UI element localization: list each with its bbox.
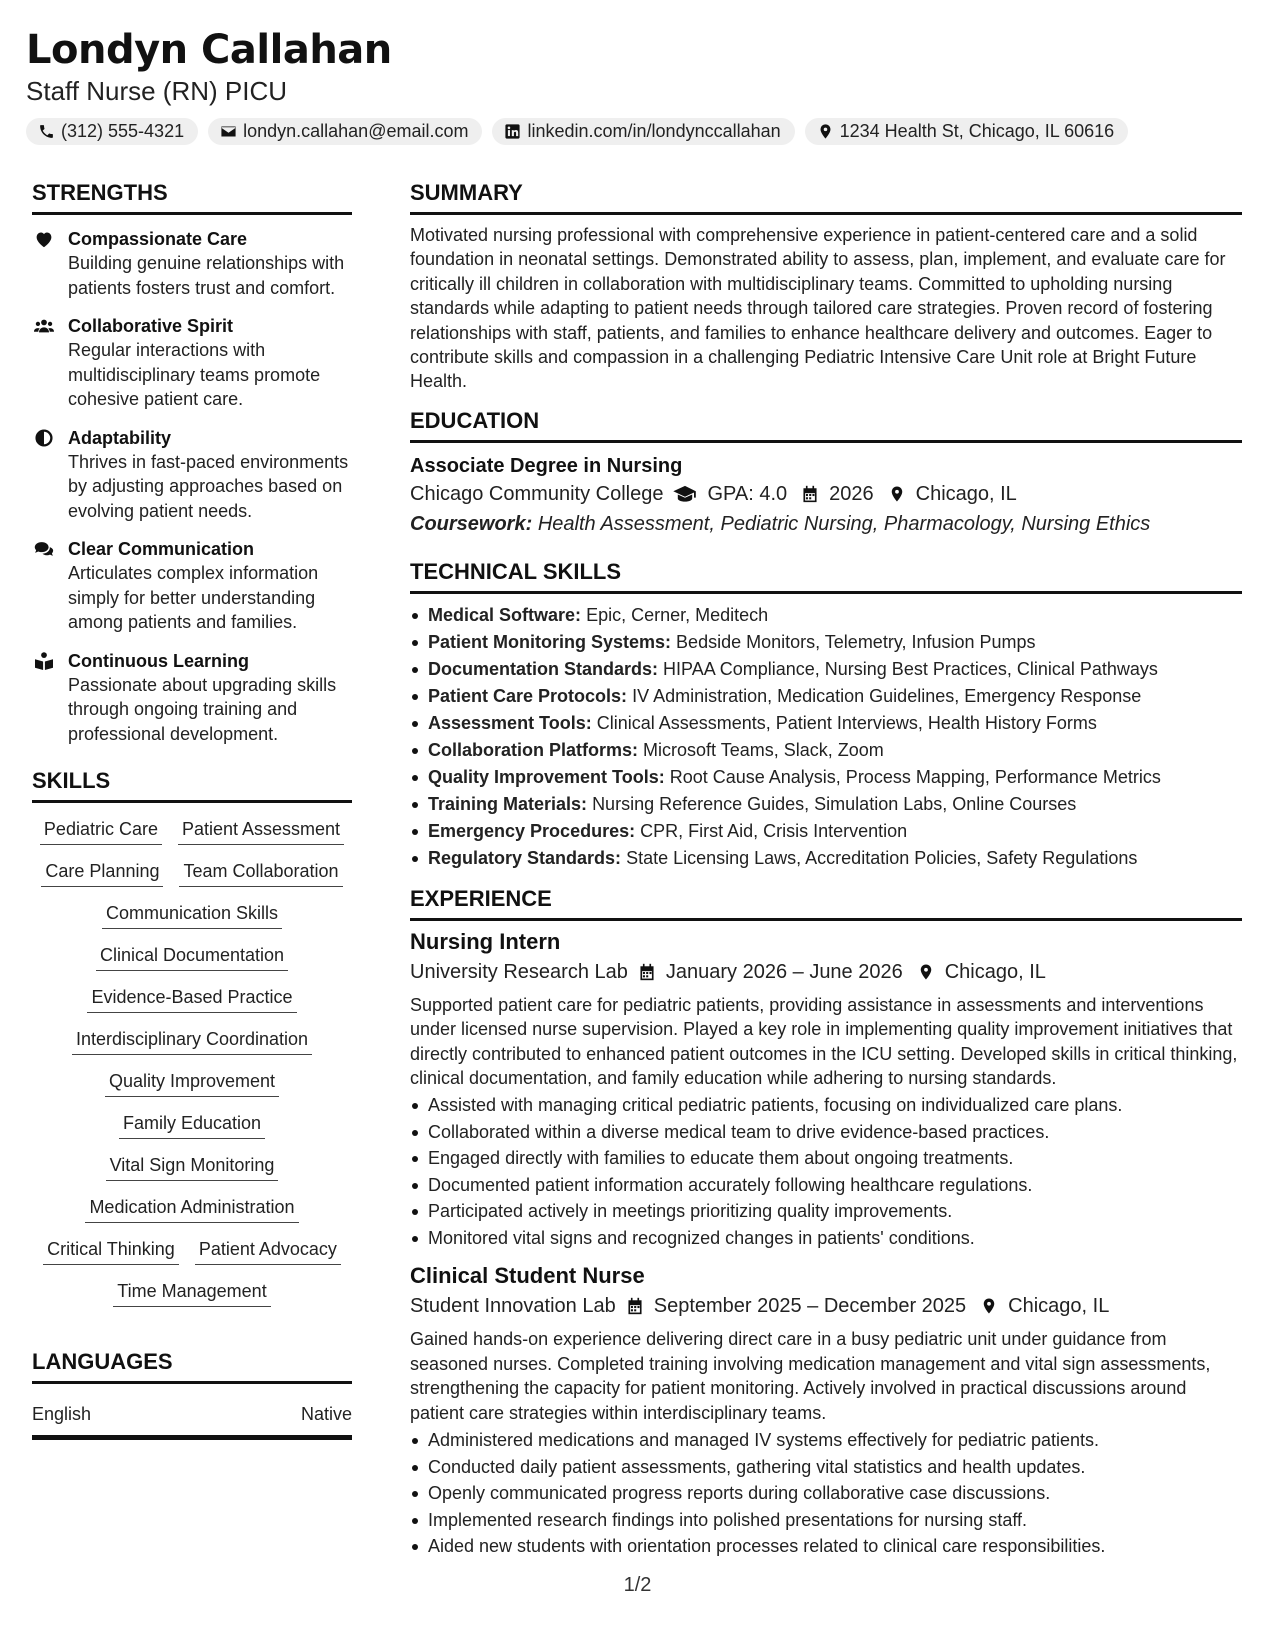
skill-tag: Evidence-Based Practice <box>87 985 296 1013</box>
job-title: Clinical Student Nurse <box>410 1263 645 1289</box>
skill-tag: Patient Advocacy <box>195 1237 341 1265</box>
graduation-year: 2026 <box>829 482 874 505</box>
language-row <box>32 1404 352 1440</box>
strength-title: Compassionate Care <box>68 229 248 249</box>
skills-heading: SKILLS <box>32 768 352 803</box>
job-description: Gained hands-on experience delivering direct care in a busy pediatric unit under guidance from seasoned nurses. Completed training involving medication management and vital sign assessments, strengthening the capacity for patient monitoring. Actively involved in practical discussions around patient care strategies within interdisciplinary teams. <box>410 1329 1211 1423</box>
coursework-list: Health Assessment, Pediatric Nursing, Pharmacology, Nursing Ethics <box>537 512 1151 535</box>
candidate-name: Londyn Callahan <box>26 27 392 73</box>
language-name: English <box>32 1404 92 1424</box>
strength-item <box>32 227 352 300</box>
job-org: University Research Lab <box>410 960 628 983</box>
right-column <box>410 180 1242 1560</box>
summary-text: Motivated nursing professional with comprehensive experience in patient-centered care and a solid foundation in neonatal settings. Demonstrated ability to assess, plan, implement, and evaluate care for critically ill children in collaboration with multidisciplinary teams. Committed to upholding nursing standards while adapting to patient needs through tailored care strategies. Proven record of fostering relationships with staff, patients, and families to enhance healthcare delivery and outcomes. Eager to contribute skills and compassion in a challenging Pediatric Intensive Care Unit role at Bright Future Health. <box>410 225 1226 392</box>
skill-tag: Clinical Documentation <box>96 943 288 971</box>
strength-item <box>32 314 352 412</box>
calendar-icon <box>638 963 656 981</box>
coursework-label: Coursework: <box>410 512 533 535</box>
job-dates: September 2025 – December 2025 <box>653 1295 967 1318</box>
strength-title: Adaptability <box>68 427 172 448</box>
job-location: Chicago, IL <box>944 960 1046 983</box>
coursework <box>410 509 1242 539</box>
job-org: Student Innovation Lab <box>410 1295 616 1318</box>
list-item: Patient Care Protocols: IV Administration, Medication Guidelines, Emergency Response <box>410 683 1242 710</box>
technical-skills-list <box>410 602 1242 872</box>
strength-title: Collaborative Spirit <box>68 316 234 336</box>
location-pin-icon <box>917 963 935 981</box>
education-meta <box>410 479 1242 509</box>
job-description: Supported patient care for pediatric patients, providing assistance in assessments and interventions under licensed nurse supervision. Played a key role in implementing quality improvement initiatives that directly contributed to enhanced patient outcomes in the ICU setting. Developed skills in critical thinking, clinical documentation, and family education while adhering to nursing standards. <box>410 994 1238 1089</box>
heart-icon <box>34 230 54 248</box>
list-item: Medical Software: Epic, Cerner, Meditech <box>410 602 1242 629</box>
strength-desc: Regular interactions with multidisciplinary teams promote cohesive patient care. <box>68 340 321 409</box>
job-bullets <box>410 1427 1242 1560</box>
strengths-list <box>32 227 352 746</box>
list-item: Documented patient information accurately following healthcare regulations. <box>410 1172 1242 1199</box>
strengths-heading: STRENGTHS <box>32 180 352 215</box>
skill-tag: Family Education <box>119 1111 265 1139</box>
envelope-icon <box>220 123 237 140</box>
strength-desc: Thrives in fast-paced environments by adjusting approaches based on evolving patient needs. <box>68 451 349 521</box>
resume-header <box>26 24 1256 145</box>
list-item: Patient Monitoring Systems: Bedside Monitors, Telemetry, Infusion Pumps <box>410 629 1242 656</box>
skill-tag: Interdisciplinary Coordination <box>72 1027 312 1055</box>
skill-tag: Critical Thinking <box>43 1237 179 1265</box>
strength-desc: Passionate about upgrading skills through ongoing training and professional development. <box>68 674 337 744</box>
job-title: Nursing Intern <box>410 928 561 954</box>
list-item: Assisted with managing critical pediatric patients, focusing on individualized care plans. <box>410 1092 1242 1119</box>
address-text: 1234 Health St, Chicago, IL 60616 <box>839 121 1115 141</box>
page-number: 1/2 <box>623 1574 652 1596</box>
job-entry <box>410 927 1242 1252</box>
location-pin-icon <box>980 1297 998 1315</box>
school-name: Chicago Community College <box>410 482 664 505</box>
graduation-cap-icon <box>673 485 697 503</box>
location-pin-icon <box>817 123 834 140</box>
strength-item <box>32 649 352 747</box>
location-pin-icon <box>888 485 906 503</box>
job-meta <box>410 957 1242 987</box>
skill-tag: Medication Administration <box>85 1195 298 1223</box>
strength-item <box>32 426 352 524</box>
skill-tag: Pediatric Care <box>40 817 162 845</box>
list-item: Administered medications and managed IV systems effectively for pediatric patients. <box>410 1427 1242 1454</box>
skill-tag: Team Collaboration <box>179 859 342 887</box>
list-item: Emergency Procedures: CPR, First Aid, Crisis Intervention <box>410 818 1242 845</box>
book-reader-icon <box>34 652 54 670</box>
strength-title: Continuous Learning <box>68 650 249 671</box>
list-item: Aided new students with orientation processes related to clinical care responsibilities. <box>410 1533 1242 1560</box>
list-item: Conducted daily patient assessments, gathering vital statistics and health updates. <box>410 1454 1242 1481</box>
job-dates: January 2026 – June 2026 <box>665 960 903 983</box>
phone-icon <box>38 123 55 140</box>
technical-skills-heading: TECHNICAL SKILLS <box>410 559 1242 594</box>
list-item: Collaboration Platforms: Microsoft Teams, Slack, Zoom <box>410 737 1242 764</box>
skill-tag: Patient Assessment <box>178 817 344 845</box>
job-bullets <box>410 1092 1242 1251</box>
job-location: Chicago, IL <box>1008 1295 1110 1318</box>
phone-chip[interactable] <box>26 118 198 145</box>
left-column <box>32 180 352 1440</box>
list-item: Assessment Tools: Clinical Assessments, Patient Interviews, Health History Forms <box>410 710 1242 737</box>
strength-desc: Articulates complex information simply for better understanding among patients and families. <box>68 563 319 632</box>
list-item: Monitored vital signs and recognized changes in patients' conditions. <box>410 1225 1242 1252</box>
skill-tag: Communication Skills <box>102 901 282 929</box>
contact-bar <box>26 118 1256 145</box>
users-icon <box>34 317 54 335</box>
comments-icon <box>34 540 54 558</box>
candidate-role: Staff Nurse (RN) PICU <box>26 76 288 106</box>
linkedin-text: linkedin.com/in/londynccallahan <box>527 121 781 141</box>
education-heading: EDUCATION <box>410 408 1242 443</box>
experience-heading: EXPERIENCE <box>410 886 1242 921</box>
degree-title: Associate Degree in Nursing <box>410 454 683 477</box>
linkedin-icon <box>504 123 521 140</box>
skill-tag: Time Management <box>113 1279 270 1307</box>
strength-title: Clear Communication <box>68 539 255 559</box>
linkedin-chip[interactable] <box>492 118 794 145</box>
email-text: londyn.callahan@email.com <box>243 121 469 141</box>
language-level: Native <box>300 1404 352 1424</box>
list-item: Openly communicated progress reports during collaborative case discussions. <box>410 1480 1242 1507</box>
list-item: Implemented research findings into polished presentations for nursing staff. <box>410 1507 1242 1534</box>
strength-desc: Building genuine relationships with patients fosters trust and comfort. <box>68 253 345 298</box>
calendar-icon <box>801 485 819 503</box>
education-location: Chicago, IL <box>915 482 1017 505</box>
email-chip[interactable] <box>208 118 482 145</box>
list-item: Documentation Standards: HIPAA Compliance, Nursing Best Practices, Clinical Pathways <box>410 656 1242 683</box>
strength-item <box>32 537 352 635</box>
skill-tag: Care Planning <box>41 859 163 887</box>
job-meta <box>410 1291 1242 1321</box>
phone-text: (312) 555-4321 <box>61 121 185 141</box>
list-item: Participated actively in meetings prioritizing quality improvements. <box>410 1198 1242 1225</box>
calendar-icon <box>626 1297 644 1315</box>
job-entry <box>410 1261 1242 1559</box>
gpa-text: GPA: 4.0 <box>707 482 788 505</box>
address-chip[interactable] <box>805 118 1129 145</box>
list-item: Training Materials: Nursing Reference Guides, Simulation Labs, Online Courses <box>410 791 1242 818</box>
skills-list <box>32 817 352 1307</box>
skill-tag: Vital Sign Monitoring <box>106 1153 279 1181</box>
list-item: Quality Improvement Tools: Root Cause Analysis, Process Mapping, Performance Metrics <box>410 764 1242 791</box>
list-item: Engaged directly with families to educate them about ongoing treatments. <box>410 1145 1242 1172</box>
languages-heading: LANGUAGES <box>32 1349 352 1384</box>
summary-heading: SUMMARY <box>410 180 1242 215</box>
skill-tag: Quality Improvement <box>105 1069 279 1097</box>
list-item: Collaborated within a diverse medical team to drive evidence-based practices. <box>410 1119 1242 1146</box>
list-item: Regulatory Standards: State Licensing Laws, Accreditation Policies, Safety Regulations <box>410 845 1242 872</box>
half-circle-icon <box>34 429 54 447</box>
